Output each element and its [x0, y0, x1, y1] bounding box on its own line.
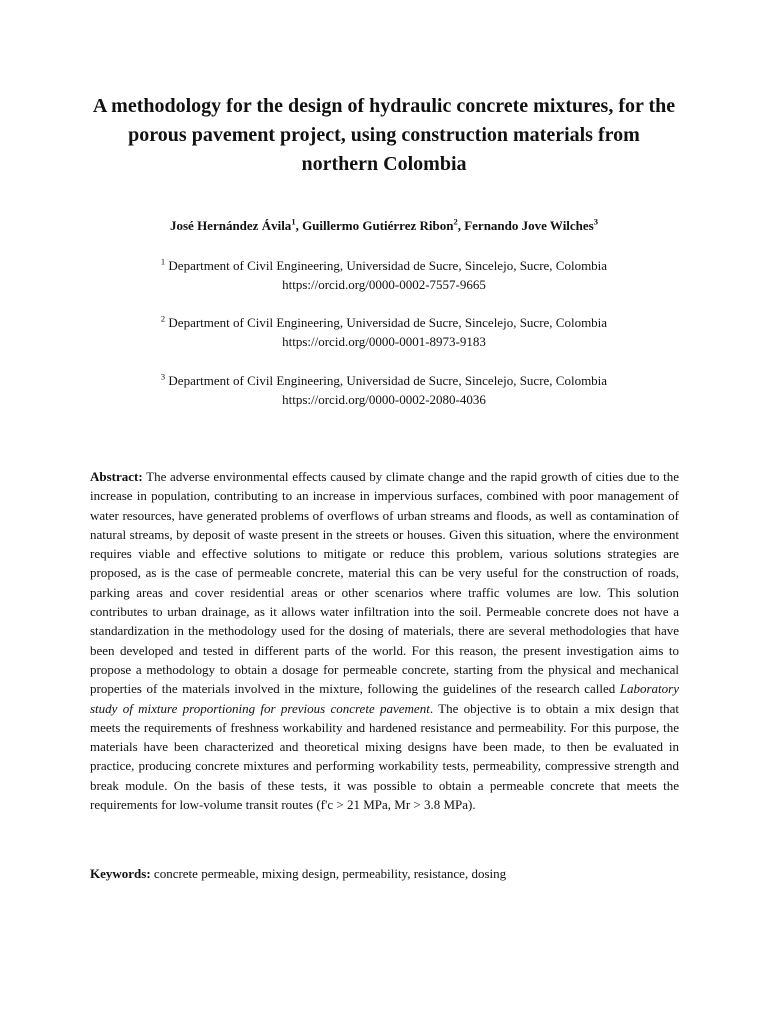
orcid-link[interactable]: https://orcid.org/0000-0001-8973-9183	[282, 334, 486, 349]
affiliation-number: 3	[160, 371, 166, 382]
author-separator: ,	[295, 218, 303, 233]
author-name: Fernando Jove Wilches	[464, 218, 594, 233]
paper-title: A methodology for the design of hydraulic concrete mixtures, for the porous pavement project, using construction materials from northern Colombia	[92, 95, 676, 175]
abstract-cited-title: Laboratory study of mixture proportioning for previous concrete pavement	[90, 681, 679, 716]
keywords-label: Keywords:	[90, 866, 151, 881]
orcid-link[interactable]: https://orcid.org/0000-0002-7557-9665	[282, 277, 486, 292]
affiliation-number: 1	[160, 256, 166, 267]
affiliation	[40, 256, 728, 294]
affiliation-department: Department of Civil Engineering, Universidad de Sucre, Sincelejo, Sucre, Colombia	[168, 315, 608, 330]
affiliation-department: Department of Civil Engineering, Universidad de Sucre, Sincelejo, Sucre, Colombia	[168, 258, 608, 273]
abstract-text-continued: . The objective is to obtain a mix design that meets the requirements of freshness workability and hardened resistance and permeability. For this purpose, the materials have been characterized and theoretical mixing designs have been made, to then be evaluated in practice, producing concrete mixtures and performing workability tests, permeability, compressive strength and break module. On the basis of these tests, it was possible to obtain a permeable concrete that meets the requirements for low-volume transit routes (f'c > 21 MPa, Mr > 3.8 MPa).	[90, 700, 680, 813]
author-affiliation-mark: 1	[291, 216, 296, 227]
affiliation-number: 2	[160, 313, 166, 324]
affiliation	[40, 371, 728, 409]
author-separator: ,	[457, 218, 465, 233]
affiliation-department: Department of Civil Engineering, Universidad de Sucre, Sincelejo, Sucre, Colombia	[168, 373, 608, 388]
abstract-label: Abstract:	[90, 469, 143, 484]
affiliation	[40, 313, 728, 351]
keywords	[90, 864, 679, 883]
author-affiliation-mark: 3	[593, 216, 598, 227]
author-list	[40, 218, 728, 234]
author-name: Guillermo Gutiérrez Ribon	[302, 218, 454, 233]
author-affiliation-mark: 2	[453, 216, 458, 227]
keywords-text: concrete permeable, mixing design, permeability, resistance, dosing	[153, 866, 507, 881]
abstract	[90, 467, 679, 814]
author-name: José Hernández Ávila	[169, 218, 292, 233]
abstract-text: The adverse environmental effects caused by climate change and the rapid growth of cities due to the increase in population, contributing to an increase in impervious surfaces, combined with poor management of water resources, have generated problems of overflows of urban streams and floods, as well as contamination of natural streams, by deposit of waste present in the streets or houses. Given this situation, where the environment requires viable and effective solutions to mitigate or reduce this problem, various solutions strategies are proposed, as is the case of permeable concrete, material this can be very useful for the construction of roads, parking areas and cover residential areas or other scenarios where traffic volumes are low. This solution contributes to urban drainage, as it allows water infiltration into the soil. Permeable concrete does not have a standardization in the methodology used for the dosing of materials, there are several methodologies that have been developed and tested in different parts of the world. For this reason, the present investigation aims to propose a methodology to obtain a dosage for permeable concrete, starting from the physical and mechanical properties of the materials involved in the mixture, following the guidelines of the research called	[90, 469, 680, 697]
orcid-link[interactable]: https://orcid.org/0000-0002-2080-4036	[282, 392, 486, 407]
